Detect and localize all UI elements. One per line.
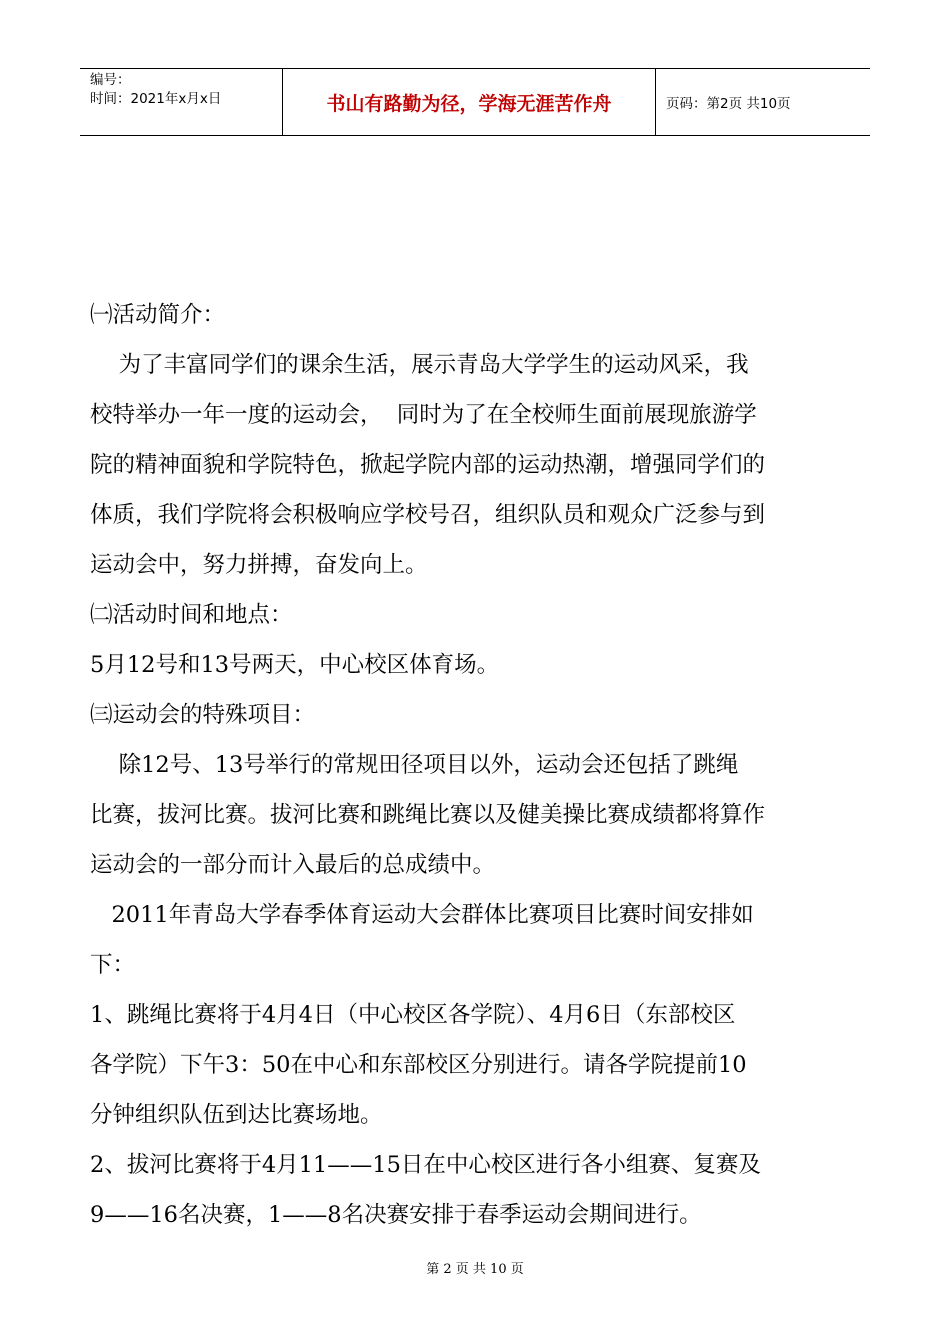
header-meta xyxy=(80,69,283,135)
body-line: ㈠活动简介： xyxy=(90,302,226,328)
body-line: ㈢运动会的特殊项目： xyxy=(90,702,316,728)
body-line: 9——16名决赛，1——8名决赛安排于春季运动会期间进行。 xyxy=(90,1202,702,1228)
body-line: 校特举办一年一度的运动会， 同时为了在全校师生面前展现旅游学 xyxy=(90,402,757,428)
body-line: 分钟组织队伍到达比赛场地。 xyxy=(90,1102,383,1128)
body-line: 比赛，拔河比赛。拔河比赛和跳绳比赛以及健美操比赛成绩都将算作 xyxy=(90,802,766,828)
header-motto: 书山有路勤为径，学海无涯苦作舟 xyxy=(283,69,656,135)
document-body xyxy=(90,290,870,1240)
doc-number-label: 编号： xyxy=(90,72,131,88)
body-line: 2、拔河比赛将于4月11——15日在中心校区进行各小组赛、复赛及 xyxy=(90,1152,761,1178)
doc-time-label: 时间：2021年x月x日 xyxy=(90,91,222,107)
body-line: 下： xyxy=(90,952,136,978)
body-line: 除12号、13号举行的常规田径项目以外，运动会还包括了跳绳 xyxy=(90,752,739,778)
body-line: 院的精神面貌和学院特色，掀起学院内部的运动热潮，增强同学们的 xyxy=(90,452,766,478)
body-line: 为了丰富同学们的课余生活，展示青岛大学学生的运动风采，我 xyxy=(90,352,749,378)
header-page-info: 页码：第2页 共10页 xyxy=(666,96,791,112)
body-line: 运动会的一部分而计入最后的总成绩中。 xyxy=(90,852,496,878)
body-line: 2011年青岛大学春季体育运动大会群体比赛项目比赛时间安排如 xyxy=(90,902,754,928)
body-line: ㈡活动时间和地点： xyxy=(90,602,293,628)
page-header xyxy=(80,68,870,136)
body-line: 1、跳绳比赛将于4月4日（中心校区各学院）、4月6日（东部校区 xyxy=(90,1002,736,1028)
body-line: 5月12号和13号两天，中心校区体育场。 xyxy=(90,652,500,678)
body-line: 体质，我们学院将会积极响应学校号召，组织队员和观众广泛参与到 xyxy=(90,502,766,528)
body-line: 各学院）下午3：50在中心和东部校区分别进行。请各学院提前10 xyxy=(90,1052,747,1078)
body-line: 运动会中，努力拼搏，奋发向上。 xyxy=(90,552,428,578)
page-footer: 第 2 页 共 10 页 xyxy=(426,1262,524,1277)
